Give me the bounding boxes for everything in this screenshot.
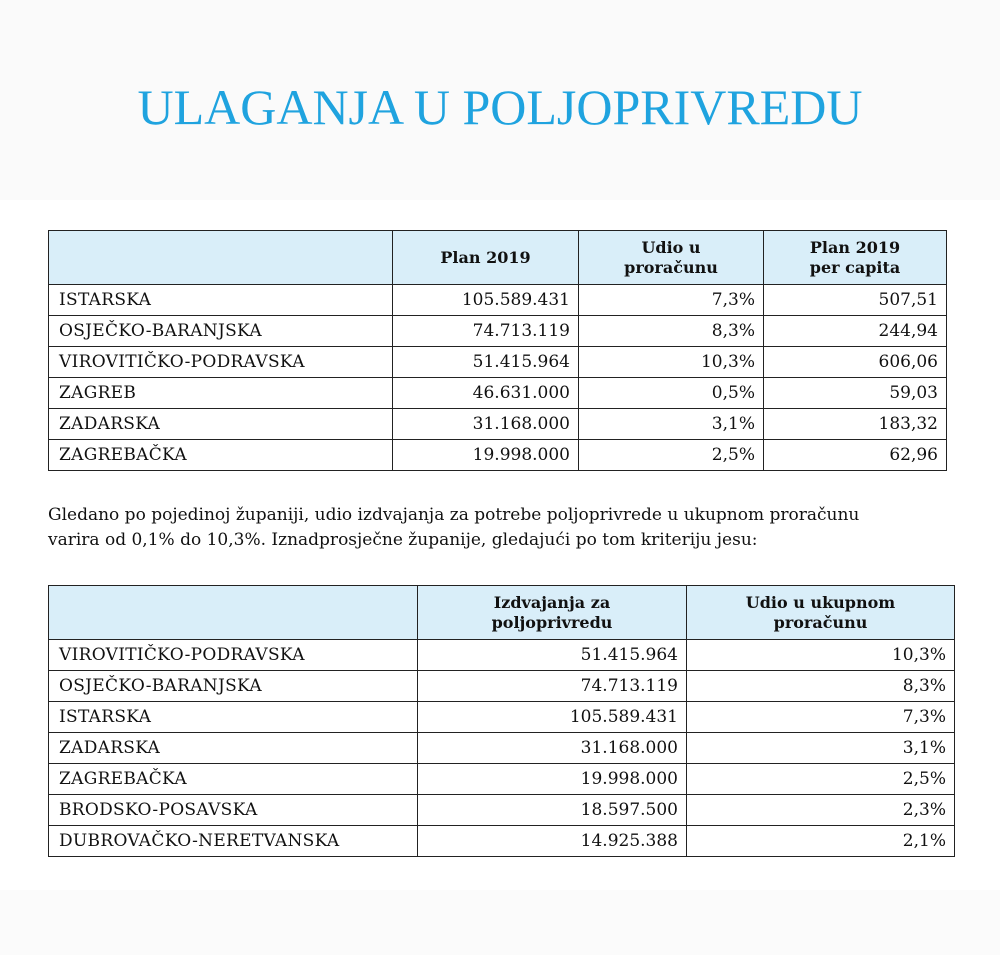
agriculture-spending-cell: 105.589.431: [418, 702, 687, 733]
county-name-cell: ZADARSKA: [49, 733, 418, 764]
table-row: [49, 378, 947, 409]
table-row: [49, 733, 955, 764]
table-row: [49, 702, 955, 733]
total-budget-share-cell: 2,5%: [687, 764, 955, 795]
table-row: [49, 316, 947, 347]
table-header-row: [49, 586, 955, 640]
table-row: [49, 764, 955, 795]
per-capita-cell: 62,96: [764, 440, 947, 471]
table-row: [49, 440, 947, 471]
county-budget-table: [48, 230, 947, 471]
agriculture-spending-cell: 18.597.500: [418, 795, 687, 826]
table-row: [49, 347, 947, 378]
table-row: [49, 640, 955, 671]
county-name-cell: BRODSKO-POSAVSKA: [49, 795, 418, 826]
county-name-cell: ZAGREBAČKA: [49, 440, 393, 471]
total-budget-share-cell: 8,3%: [687, 671, 955, 702]
budget-share-cell: 10,3%: [579, 347, 764, 378]
plan-2019-cell: 31.168.000: [393, 409, 579, 440]
county-name-cell: VIROVITIČKO-PODRAVSKA: [49, 347, 393, 378]
per-capita-cell: 183,32: [764, 409, 947, 440]
budget-share-cell: 2,5%: [579, 440, 764, 471]
per-capita-cell: 59,03: [764, 378, 947, 409]
budget-share-cell: 0,5%: [579, 378, 764, 409]
budget-share-cell: 8,3%: [579, 316, 764, 347]
agriculture-spending-cell: 51.415.964: [418, 640, 687, 671]
table-row: [49, 409, 947, 440]
county-budget-table-body: [49, 285, 947, 471]
total-budget-share-cell: 2,1%: [687, 826, 955, 857]
table-row: [49, 795, 955, 826]
header-county: [49, 231, 393, 285]
plan-2019-cell: 74.713.119: [393, 316, 579, 347]
header-agriculture-spending: Izdvajanja za poljoprivredu: [418, 586, 687, 640]
plan-2019-cell: 105.589.431: [393, 285, 579, 316]
header-budget-share: Udio u proračunu: [579, 231, 764, 285]
total-budget-share-cell: 2,3%: [687, 795, 955, 826]
plan-2019-cell: 19.998.000: [393, 440, 579, 471]
county-name-cell: ZAGREBAČKA: [49, 764, 418, 795]
footer-background: [0, 890, 1000, 955]
table-row: [49, 671, 955, 702]
per-capita-cell: 507,51: [764, 285, 947, 316]
per-capita-cell: 606,06: [764, 347, 947, 378]
paragraph-line-1: Gledano po pojedinoj županiji, udio izdvajanja za potrebe poljoprivrede u ukupnom proračunu: [48, 505, 860, 525]
plan-2019-cell: 46.631.000: [393, 378, 579, 409]
county-name-cell: ZADARSKA: [49, 409, 393, 440]
agriculture-spending-cell: 31.168.000: [418, 733, 687, 764]
table-row: [49, 285, 947, 316]
above-average-counties-table: [48, 585, 955, 857]
page-title: ULAGANJA U POLJOPRIVREDU: [137, 79, 863, 135]
county-name-cell: ISTARSKA: [49, 702, 418, 733]
per-capita-cell: 244,94: [764, 316, 947, 347]
county-name-cell: OSJEČKO-BARANJSKA: [49, 671, 418, 702]
agriculture-spending-cell: 19.998.000: [418, 764, 687, 795]
header-total-budget-share: Udio u ukupnom proračunu: [687, 586, 955, 640]
county-name-cell: DUBROVAČKO-NERETVANSKA: [49, 826, 418, 857]
header-plan-2019: Plan 2019: [393, 231, 579, 285]
budget-share-cell: 3,1%: [579, 409, 764, 440]
total-budget-share-cell: 7,3%: [687, 702, 955, 733]
paragraph-line-2: varira od 0,1% do 10,3%. Iznadprosječne županije, gledajući po tom kriteriju jesu:: [48, 530, 758, 550]
agriculture-spending-cell: 74.713.119: [418, 671, 687, 702]
agriculture-spending-cell: 14.925.388: [418, 826, 687, 857]
table-header-row: [49, 231, 947, 285]
county-name-cell: ZAGREB: [49, 378, 393, 409]
county-name-cell: OSJEČKO-BARANJSKA: [49, 316, 393, 347]
above-average-counties-table-body: [49, 640, 955, 857]
total-budget-share-cell: 3,1%: [687, 733, 955, 764]
county-name-cell: ISTARSKA: [49, 285, 393, 316]
table-row: [49, 826, 955, 857]
plan-2019-cell: 51.415.964: [393, 347, 579, 378]
county-name-cell: VIROVITIČKO-PODRAVSKA: [49, 640, 418, 671]
header-county: [49, 586, 418, 640]
description-paragraph: [48, 503, 958, 553]
header-per-capita: Plan 2019 per capita: [764, 231, 947, 285]
total-budget-share-cell: 10,3%: [687, 640, 955, 671]
budget-share-cell: 7,3%: [579, 285, 764, 316]
